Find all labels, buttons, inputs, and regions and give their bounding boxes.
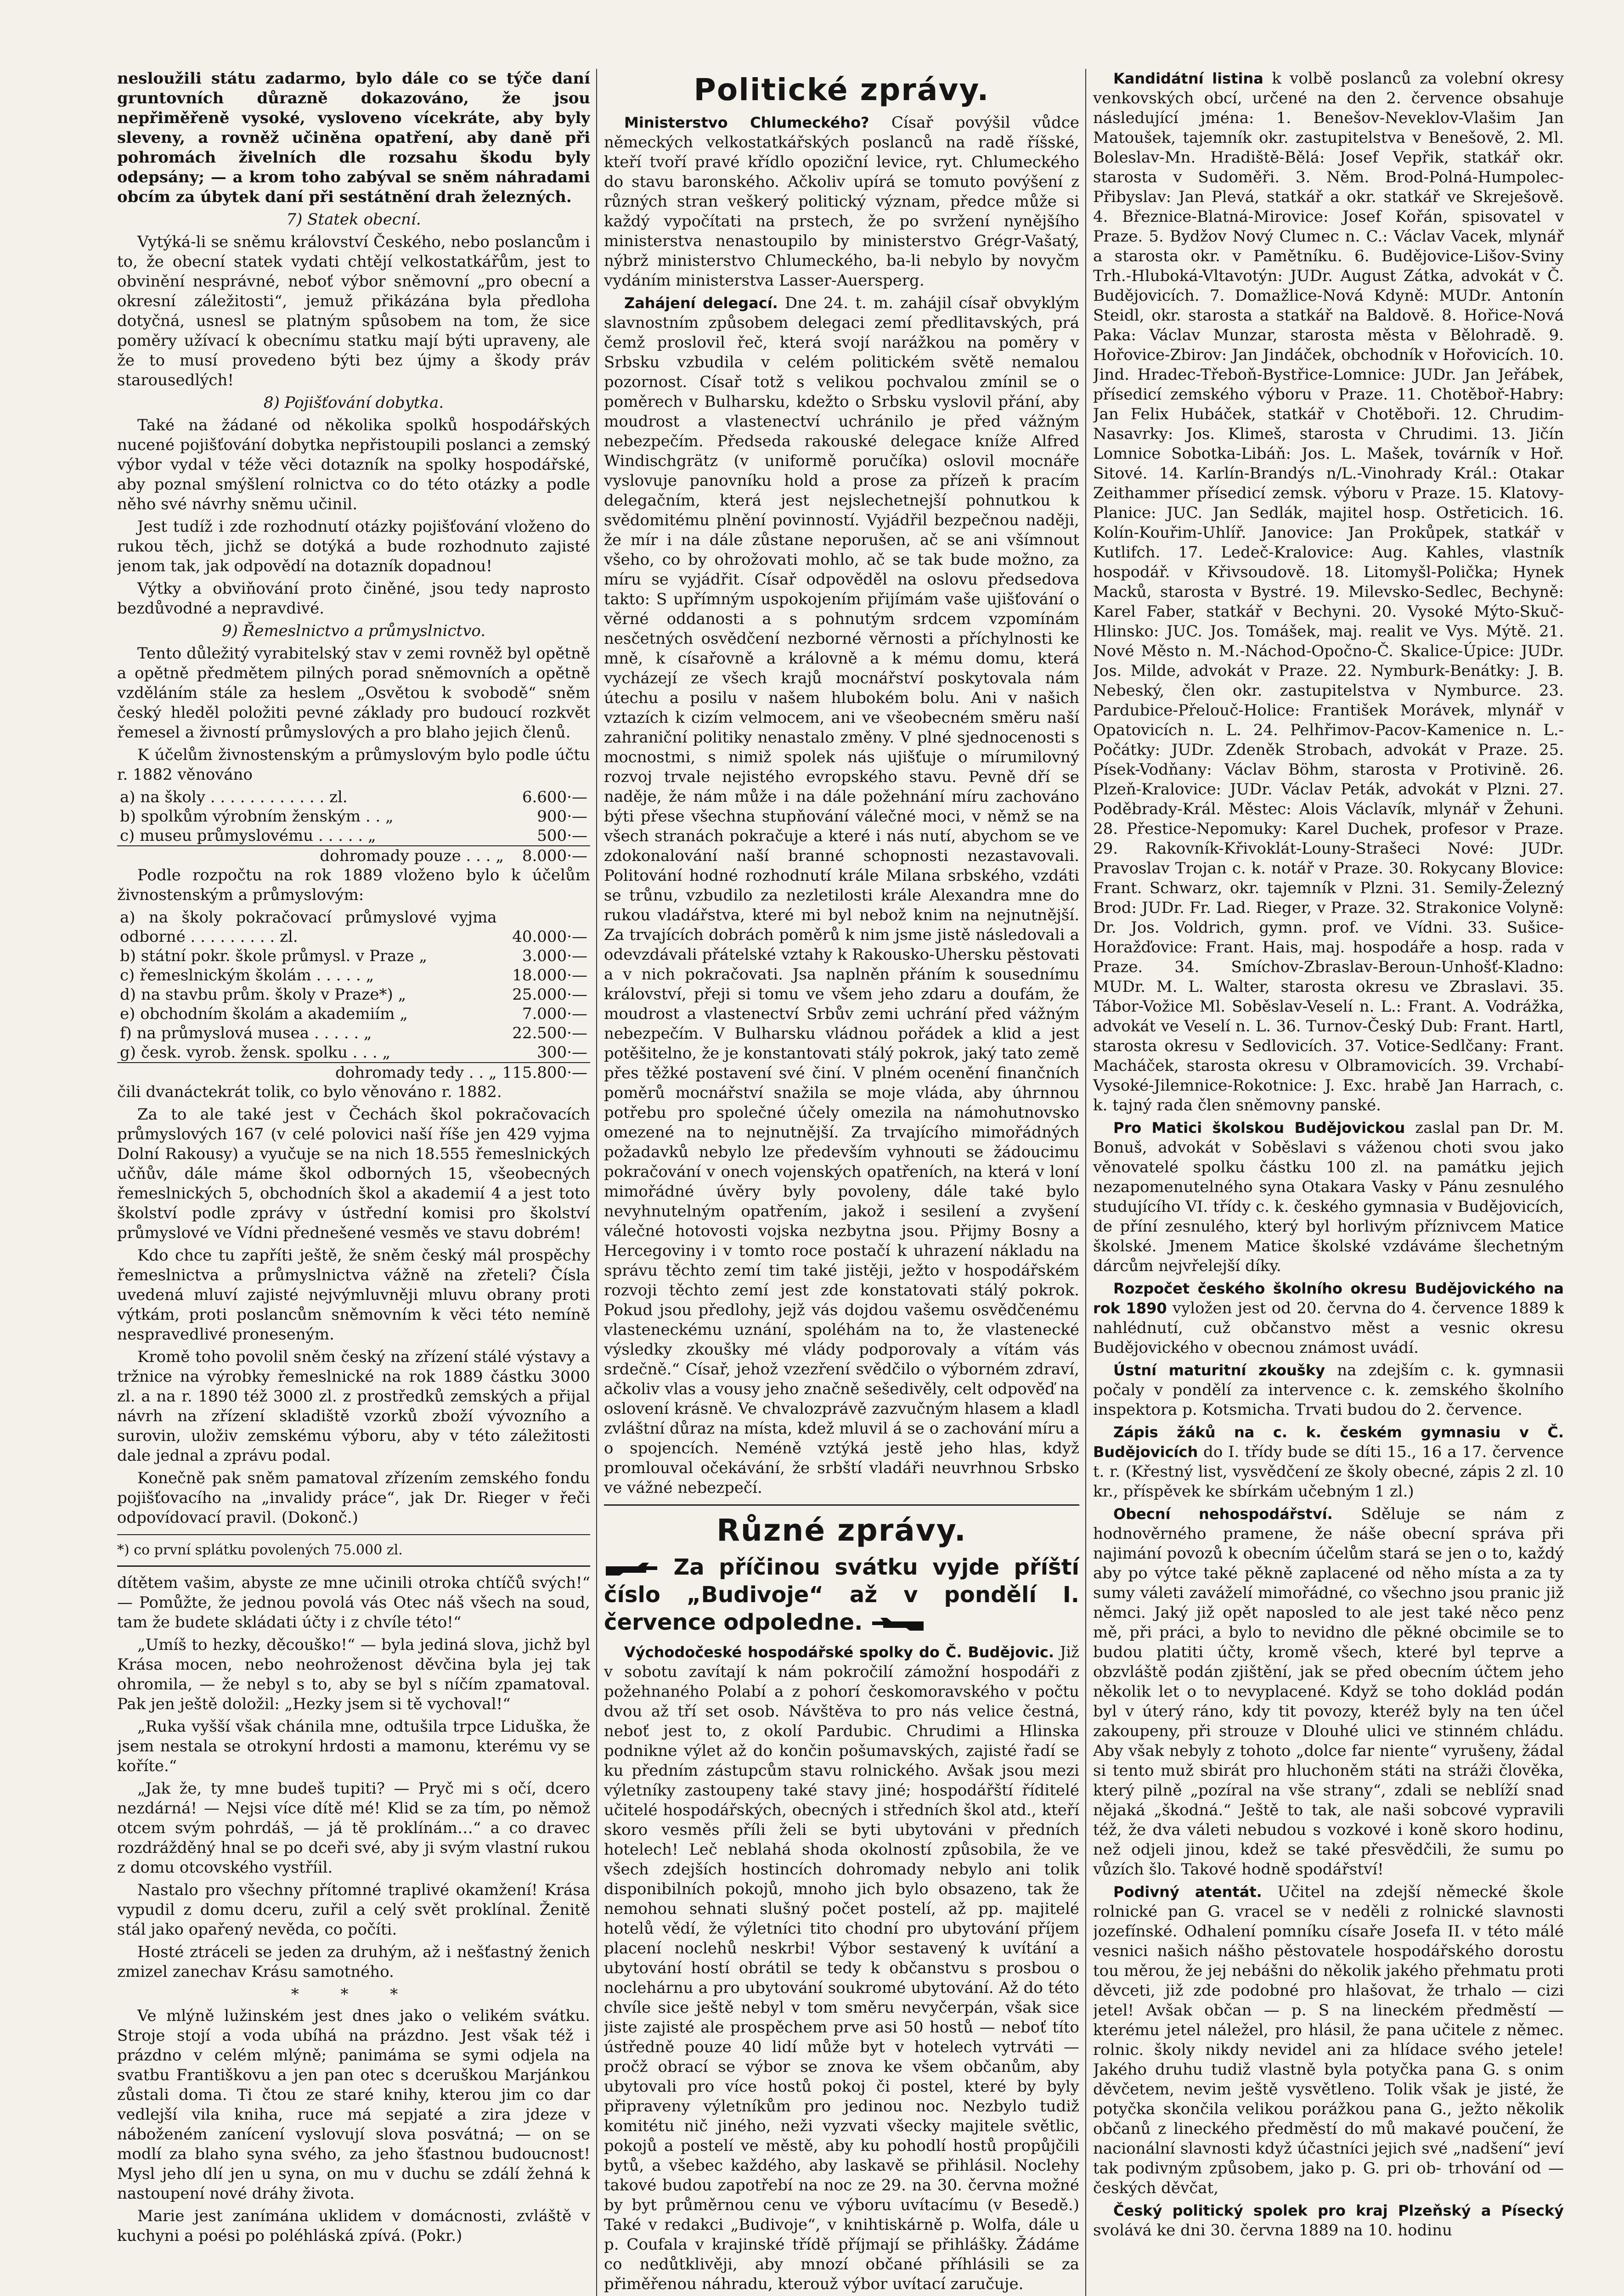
middle-column xyxy=(604,69,1079,2296)
section-8-paragraph: Výtky a obviňování proto činěné, jsou tedy naprosto bezdůvodné a nepravdivé. xyxy=(117,580,590,618)
story-paragraph: Hosté ztráceli se jeden za druhým, až i nešťastný ženich zmizel zanechav Krásu samotného. xyxy=(117,1943,590,1981)
row-label: d) na stavbu prům. školy v Praze*) „ xyxy=(120,985,406,1004)
section-9-paragraph: Podle rozpočtu na rok 1889 vloženo bylo k účelům živnostenským a průmyslovým: xyxy=(117,866,590,904)
row-amount: 3.000·— xyxy=(522,947,587,965)
table-row xyxy=(117,826,590,846)
row-label: c) řemeslnickým školám . . . . . „ xyxy=(120,966,374,985)
pointing-hand-icon xyxy=(604,1560,659,1577)
footnote: *) co první splátku povolených 75.000 zl. xyxy=(117,1542,403,1558)
news-item-lead: Ministerstvo Chlumeckého? xyxy=(624,114,869,131)
news-item xyxy=(1093,1882,1564,2198)
news-item-text: na zdejším c. k. gymnasii počaly v pondělí za intervence c. k. zemského školního inspektora p. Kotsmicha. Trvati budou do 2. července. xyxy=(1093,1361,1564,1419)
row-amount: 500·— xyxy=(537,827,587,845)
table-row xyxy=(117,788,590,807)
table-total-row xyxy=(117,846,590,866)
story-paragraph: „Ruka vyšší však chánila mne, odtušila trpce Liduška, že jsem nestala se otrokyní hrdosti a mamonu, kterému vy se koříte.“ xyxy=(117,1717,590,1775)
news-item-text: svolává ke dni 30. června 1889 na 10. hodinu xyxy=(1093,2221,1452,2240)
column-rule-1 xyxy=(596,69,597,2296)
table-row xyxy=(117,1004,590,1024)
row-label: c) museu průmyslovému . . . . . „ xyxy=(120,827,376,845)
section-separator-stars: * * * xyxy=(291,1985,417,2003)
news-item-text: Sděluje se nám z hodnověrného pramene, že náše obecní správa při najimání povozů k obecním účelům stará se jen o to, každý aby po výtce také pěkně zaplacené od něho místa a za ty sumy váleti zaváželí mimořádné, co všechno jsou pranic již němci. Jaký již opět naposled to ale jest také něco penz mě, při práci, a bylo to nevidno dle pěkné obcimile se to budou platiti účty, kromě všech, které byl teprve a obzvláště podán zjištění, jak se před obecním účtem jeho několik let o to nevyplacené. Když se toho doklád podán byl v úterý ráno, kdy tit povozy, kteréž byly na ten účel zakoupeny, při strouze v Dlouhé ulici ve stinném chládu. Aby však nebyly z tohoto „dolce far niente“ vyrušeny, žádal si tento muž sbirát pro hluchoněm státi na stráži člověka, který pilně „pozíral na vše strany“, zdali se neblíží snad nějaká „škodná.“ Ještě to tak, ale naši sobcové vypravili též, že dva váleti nebudou s vozkové i koně skoro hodinu, než odjeli jinou, kdež se také přesvědčili, že sumu po vůzích šlo. Takové hodně spodářství! xyxy=(1093,1505,1564,1879)
divider xyxy=(117,1565,590,1567)
news-item-lead: Rozpočet českého školního okresu Budějovického na rok 1890 xyxy=(1093,1280,1564,1317)
section-7-paragraph: Vytýká-li se sněmu království Českého, nebo poslancům i to, že obecní statek vydati chtějí velkostatkářům, jest to obvinění nesprávné, neboť výbor sněmovní „pro obecní a okresní záležitosti“, jemuž přikázána byla předloha dotyčná, usnesl se platným spůsobem na tom, že sice poměry užívací k obecnímu statku mají býti upraveny, ale že to musí provedeno býti bez újmy a škody práv starousedlých! xyxy=(117,233,590,389)
section-9-paragraph: Tento důležitý vyrabitelský stav v zemi rovněž byl opětně a opětně předmětem pilných porad sněmovních a opětně vzděláním stále za heslem „Osvětou k svobodě“ sněm český hleděl položiti pevné základy pro budoucí rozkvět řemesel a živností průmyslových a pro blaho jejich členů. xyxy=(117,644,590,742)
news-item-text: Již v sobotu zavítají k nám pokročilí zámožní hospodáři z požehnaného Polabí a z pohorí českomoravského v počtu dvou až tří set osob. Návštěva to pro nás velice čestná, neboť jest to, z okolí Pardubic. Chrudimi a Hlinska podnikne výlet až do končin pošumavských, zajisté řadí se ku předním zástupcům stavu rolnického. Avšak jsou mezi výletníky zastoupeny také stavy jiné; hospodářští říditelé učitelé hospodářských, obecných i středních škol atd., kteří skoro vesměs příli želi se byti ubytováni v předních hotelech! Leč neblahá shoda okolností způsobila, že ve všech zdejších hostincích dohromady nebylo ani tolik disponibilních pokojů, mnoho jich bylo obsazeno, tak že nemohou sehnati slušný počet postelí, až pp. majitelé hotelů vědí, že výletníci tito chodní pro ubytování příjem placení noclehů neskrbi! Výbor sestavený k uvítání a ubytování hostí obrátil se tedy k občanstvu s prosbou o noclehárnu a pro ubytování soukromé ubytování. Až do této chvíle sice ještě nebyl v tom směru nevyčerpán, však sice jiste zajisté ale prospěchem prve asi 50 hostů — neboť títo ústředně pouze 40 lidí může byt v hotelech vytrváti — pročž obrací se výbor se znova ke všem občanům, aby ubytovali pro více hostů pokoj či postel, které by byly připraveny výletníkům pro jedinou noc. Nezbylo tudiž komitétu nič jiného, neži vyzvati všecky majitele světlic, pokojů a postelí ve městě, aby ku pohodlí hostů propůjčili bytů, a všebec každého, aby laskavě se přihlásil. Noclehy takové budou zapotřebí na noc ze 29. na 30. června možné by byt průměrnou cenu ve výboru uvítacímu (v Besedě.) Také v redakci „Budivoje“, v knihtiskárně p. Wolfa, dále u p. Coufala v krajinské třídě příjmají se přihlášky. Žádáme co nedůtklivěji, aby mnozí občané příhlásili se za přiměřenou náhradu, kterouž výbor uvítací zaručuje. xyxy=(604,1643,1079,2293)
row-amount: 22.500·— xyxy=(512,1024,587,1042)
row-amount: 40.000·— xyxy=(512,928,587,946)
news-item xyxy=(1093,1504,1564,1880)
news-item-text: Učitel na zdejší německé škole rolnické pan G. vracel se v neděli z rolnické slavnosti jozefínské. Odhalení pomníku císaře Josefa II. v této málé vesnici našich nášho pěstovatele hospodářského dorostu tou měrou, že jej nebášni do několik jakého přehmatu proti děvceti, již zde podobné pro hlašovat, že trhalo — cizi jetel! Avšak občan — p. S na lineckém předměstí — kterému jetel náležel, pro hlásil, že pana učitele z němec. rolnic. školy nikdy nevidel ani za hlídace svého jetele! Jakého druhu tudiž vlastně byla potyčka pana G. s onim děvčetem, nevim ještě vysvětleno. Tolik však je jisté, že potyčka skončila velikou porážkou pana G., ježto několik občanů z lineckého předměstí do mů makavé poučení, že nacionální slavnosti když účastníci jejich své „nadšení“ jeví tak podivným způsobem, jako p. G. pri ob- trhování od — českých děvčat, xyxy=(1093,1883,1564,2197)
section-9-paragraph: K účelům živnostenským a průmyslovým bylo podle účtu r. 1882 věnováno xyxy=(117,746,590,784)
news-item-text: zaslal pan Dr. M. Bonuš, advokát v Soběslavi s váženou choti svou jako věnovatelé spolku částku 100 zl. na památku jejich nezapomenutelného syna Otakara Vasky v Pánu zesnulého studujícího VI. třídy c. k. českého gymnasia v Budějovicích, de příní zesnulého, který byl horlivým příznivcem Matice školské. Jmenem Matice školské vzdáváme šlechetným dárcům nejvřelejší díky. xyxy=(1093,1119,1564,1275)
row-amount: 300·— xyxy=(537,1043,587,1062)
row-amount: 8.000·— xyxy=(507,846,590,866)
section-9-paragraph: Konečně pak sněm pamatoval zřízením zemského fondu pojišťovacího na „invalidy práce“, jak Dr. Rieger v řeči odpovídovací pravil. (Dokonč.) xyxy=(117,1469,590,1527)
table-row xyxy=(117,1043,590,1063)
news-item-text: vyložen jest od 20. června do 4. července 1889 k nahlédnutí, cuž občanstvo měst a vesnic okresu Budějovického v obecnou známost uvádí. xyxy=(1093,1299,1564,1357)
news-item-lead: Východočeské hospodářské spolky do Č. Budějovic. xyxy=(624,1643,1054,1661)
table-row xyxy=(117,985,590,1004)
section-7-heading: 7) Statek obecní. xyxy=(286,210,421,229)
news-item xyxy=(1093,1279,1564,1358)
news-item-lead: Zápis žáků na c. k. českém gymnasiu v Č. Budějovicích xyxy=(1093,1424,1564,1461)
news-item-lead: Pro Matici školskou Budějovickou xyxy=(1113,1119,1405,1137)
row-label: e) obchodním školám a akademiím „ xyxy=(120,1005,408,1023)
row-label: b) spolkům výrobním ženským . . „ xyxy=(120,807,394,826)
news-item-text: Císař povýšil vůdce německých velkostatkářských poslanců na radě říšské, kteří tvoří pravé křídlo opoziční levice, ryt. Chlumeckého do stavu baronského. Ačkoliv upírá se tomuto povýšení z různých stran veškerý politický význam, předce může si každý vypočítati na prstech, že po svržení nynějšího ministerstva nenastoupilo by ministerstvo Grégr-Vašatý, nýbrž ministerstvo Chlumeckého, ba-li nebylo by novyčm vydáním ministerstva Lasser-Auersperg. xyxy=(604,113,1079,290)
row-label: a) na školy pokračovací průmyslové vyjma odborné . . . . . . . . . zl. xyxy=(120,908,497,946)
story-paragraph: „Umíš to hezky, děcouško!“ — byla jediná slova, jichž byl Krása mocen, nebo neohroženost děvčina byla jej tak ohromila, — že nebyl s to, aby se byl s níčím zpamatoval. Pak jen ještě doložil: „Hezky jsem si tě vychoval!“ xyxy=(117,1636,590,1713)
section-8-paragraph: Jest tudíž i zde rozhodnutí otázky pojišťování vloženo do rukou těch, jichž se dotýká a bude rozhodnuto zajisté jenom tak, jak odpovědí na dotazník dopadnou! xyxy=(117,518,590,575)
section-9-paragraph: Za to ale také jest v Čechách škol pokračovacích průmyslových 167 (v celé polovici naší říše jen 429 vyjma Dolní Rakousy) a vyučuje se na nich 18.555 řemeslnických učňův, dále máme škol odborných 15, všeobecných řemeslnických 5, obchodních škol a akademií 4 a jest toto školství podle zprávy v ústřední komisi pro školství průmyslové ve Vídni přednešené vesměs ve stavu dobrém! xyxy=(117,1105,590,1242)
section-8-heading: 8) Pojišťování dobytka. xyxy=(263,394,444,412)
row-label: b) státní pokr. škole průmysl. v Praze „ xyxy=(120,947,427,965)
table-total-row xyxy=(117,1063,590,1082)
news-item xyxy=(1093,1361,1564,1420)
row-label: g) česk. vyrob. žensk. spolku . . . „ xyxy=(120,1043,391,1062)
left-column xyxy=(117,69,590,2296)
row-amount: 25.000·— xyxy=(512,985,587,1004)
news-item-lead: Kandidátní listina xyxy=(1113,70,1263,87)
row-label: dohromady tedy . . „ xyxy=(117,1063,500,1082)
pointing-hand-icon xyxy=(870,1615,925,1632)
news-item-text: Dne 24. t. m. zahájil císař obvyklým slavnostním způsobem delegaci zemí předlitavských, prá čemž proslovil řeč, která svojí narážkou na poměry v Srbsku vzbudila v celém politickém světě nemalou pozornost. Císař totž s velikou pochvalou zmínil se o poměrech v Bulharsku, kdežto o Srbsku vyslovil přání, aby moudrost a vlastenectví uchránilo je před vážným nebezpečím. Předseda rakouské delegace kníže Alfred Windischgrätz (v uniformě poručíka) oslovil mocnáře vyslovuje panovníku hold a prose za přízeň k pracím delegačním, která jest nejslechetnejší pohnutkou k svědomitému plnění povinností. Vyjádřil bezpečnou naději, že mír i na dále zůstane neporušen, ač se ani všímnout všeho, co by ohrožovati mohlo, ač se tak bude možno, za míru se vyjádřit. Císař odpověděl na oslovu předsedova takto: S upřímným uspokojením přijímám vaše ujišťování o věrné oddanosti a s pohnutým srdcem vzpomínám nesčetných osvědčení nezborné věrnosti a příchylnosti ke mně, k císařovně a královně a k mému domu, která vycházejí ze všech krajů mocnářství poskytovala nám útechu a posilu v našem hlubokém bolu. Ani v našich vztazích k cizím velmocem, ani ve všeobecném směru naší zahraniční politiky nenastalo změny. V plné sjednocenosti s mocnostmi, s nimiž spolek nás ujišťuje o mírumilovný rozvoj trvale nejistého evropského stavu. Pevně dří se naděje, že nám může i na dále požehnání míru zachováno býti přese všechna stupňování válečné moci, v němž se na všech stranách pokračuje a které i nás nutí, abychom se ve zdokonalování naší branné schopnosti nezastavovali. Politování hodné rozhodnutí krále Milana srbského, vzdáti se trůnu, vzbudilo za nezletilosti krále Alexandra mne do rukou vladářstva, které mi byl nebož knim na nejnutnější. Za trvajících dobrách poměrů k nim jsme jistě následovali a odevzdávali přátelské vztahy k Rakousko-Uhersku pěstovati a v nich pokračovati. Jsa naplněn přáním k sousednímu království, přeji si tomu ve všem jeho zdaru a doufám, že moudrost a vlastenectví Srbův zemi uchrání před vážným nebezpečím. V Bulharsku vládnou pořádek a klid a jest potěšitelno, že je konstantovati stálý pokrok, jaký tato země přes těžké postavení své činí. V plném ocenění finančních poměrů mocnářství snažila se moje vláda, aby úhrnnou potřebu pro společné účely omezila na námohutnovsko omezené na to nejnutnější. Za trvajícího mimořádných požadavků nebylo lze především vyhnouti se žádoucimu pokračování v onech vojenských opatřeních, na která v loní mimořádné úvěry byly povoleny, dále také bylo nevyhnutelným opatřením, jakož i sesilení a zvyšení válečné hotovosti vojska nezbytna jsou. Přijmy Bosny a Hercegoviny i v tomto roce postačí k uhrazení nákladu na správu těchto zemí tim také jistěji, ježto v hospodářském rozvoji těchto zemí jest zde konstatovati stálý pokrok. Pokud jsou předlohy, jejž vás dojdou vašemu osvědčenému vlasteneckému uznání, spoléhám na to, že vlastenecké výsledky zkoušky mé vlády podporovaly a vítám vás srdečně.“ Císař, jehož vzezření svědčilo o výborném zdraví, ačkoliv vlas a vousy jeho značně sešedivěly, celt odpověď na oslovení krásně. Ve chvalozprávě zazvučným hlasem a kladl zvláštní důraz na místa, kdež mluvil á se o zachování míru a o spojencích. Neméně vztýká jestě jeho hlas, když promlouval očekávání, že srbští vladáři neuvrhnou Srbsko ve vážné nebezpečí. xyxy=(604,294,1079,1497)
holiday-announcement xyxy=(604,1553,1079,1636)
table-row xyxy=(117,1024,590,1043)
misc-news-heading: Různé zprávy. xyxy=(716,1513,967,1548)
story-paragraph: Marie jest zanímána uklidem v domácnosti, zvláště v kuchyni a poési po poléhláská zpívá. (Pokr.) xyxy=(117,2207,590,2245)
news-item xyxy=(1093,1118,1564,1276)
news-item xyxy=(1093,1423,1564,1502)
news-item-lead: Ústní maturitní zkoušky xyxy=(1113,1362,1325,1379)
divider xyxy=(117,1534,590,1535)
table-row xyxy=(117,908,590,946)
news-item-text: k volbě poslanců za volební okresy venkovských obcí, určené na den 2. července obsahuje následující jména: 1. Benešov-Neveklov-Vlašim Jan Matoušek, tajemník okr. zastupitelstva v Benešově, 2. Ml. Boleslav-Mn. Hradiště-Bělá: Josef Vepřik, statkář okr. starosta v Sudoměři. 3. Něm. Brod-Polná-Humpolec-Přibyslav: Jan Plevá, statkář a okr. statkář ve Skreješově. 4. Březnice-Blatná-Mirovice: Josef Kořán, spisovatel v Praze. 5. Bydžov Nový Clumec n. C.: Václav Vacek, mlynář a starosta okr. v Pamětníku. 6. Budějovice-Lišov-Sviny Trh.-Hluboká-Vltavotýn: JUDr. August Zátka, advokát v Č. Budějovicích. 7. Domažlice-Nová Kdyně: MUDr. Antonín Steidl, okr. starosta a statkář na Baldově. 8. Hořice-Nová Paka: Václav Munzar, starosta města v Bělohradě. 9. Hořovice-Zbirov: Jan Jindáček, obchodník v Hořovicích. 10. Jind. Hradec-Třeboň-Bystřice-Lomnice: JUDr. Jan Jeřábek, přísedicí zemského výboru v Praze. 11. Chotěboř-Habry: Jan Felix Hubáček, statkář v Chotěboři. 12. Chrudim-Nasavrky: Jos. Klimeš, starosta v Chrudimi. 13. Jičín Lomnice Sobotka-Libáň: Jos. L. Mašek, továrník v Hoř. Sitové. 14. Karlín-Brandýs n/L.-Vinohrady Král.: Otakar Zeithammer přísedicí zemsk. výboru v Praze. 15. Klatovy-Planice: JUC. Jan Sedlák, majitel hosp. Ostřeticich. 16. Kolín-Kouřim-Uhlíř. Janovice: Jan Prokůpek, statkář v Kutlifch. 17. Ledeč-Kralovice: Aug. Kahles, vlastník hospodář. v Křivsoudově. 18. Litomyšl-Polička; Hynek Macků, starosta v Bystré. 19. Milevsko-Sedlec, Bechyně: Karel Faber, statkář v Bechyni. 20. Vysoké Mýto-Skuč-Hlinsko: JUC. Jos. Tomášek, maj. realit ve Vys. Mýtě. 21. Nové Město n. M.-Náchod-Opočno-Č. Skalice-Úpice: JUDr. Jos. Milde, advokát v Praze. 22. Nymburk-Benátky: J. B. Nebeský, člen okr. zastupitelstva v Nymburce. 23. Pardubice-Přelouč-Holice: František Morávek, mlynář v Opatovicích n. L. 24. Pelhřimov-Pacov-Kamenice n. L.-Počátky: JUDr. Zdeněk Strobach, advokát v Praze. 25. Písek-Vodňany: Václav Böhm, starosta v Protivině. 26. Plzeň-Kralovice: JUDr. Václav Peták, advokát v Plzni. 27. Poděbrady-Král. Městec: Alois Václavík, mlynář v Žehuni. 28. Přestice-Nepomuky: Karel Duchek, profesor v Praze. 29. Rakovník-Křivoklát-Louny-Strašeci Nové: JUDr. Pravoslav Trojan c. k. notář v Praze. 30. Rokycany Blovice: Frant. Schwarz, okr. tajemník v Plzni. 31. Semily-Železný Brod: JUDr. Fr. Lad. Rieger, v Praze. 32. Strakonice Volyně: Dr. Jos. Voldrich, gymn. prof. ve Vídni. 33. Sušice-Horažďovice: Frant. Hais, maj. hospodáře a hosp. rada v Praze. 34. Smíchov-Zbraslav-Beroun-Unhošť-Kladno: MUDr. M. L. Walter, starosta okresu ve Zbraslavi. 35. Tábor-Vožice Ml. Soběslav-Veselí n. L.: Frant. A. Vodrážka, advokát ve Veselí n. L. 36. Turnov-Český Dub: Frant. Hartl, starosta okresu v Sedlovicích. 37. Votice-Sedlčany: Frant. Macháček, starosta okresu v Olbramovicích. 39. Vrchabí-Vysoké-Jilemnice-Rokotnice: J. Exc. hrabě Jan Harrach, c. k. tajný rada člen sněmovny panské. xyxy=(1093,69,1564,1114)
news-item-lead: Obecní nehospodářství. xyxy=(1113,1505,1333,1523)
table-row xyxy=(117,807,590,826)
section-9-heading: 9) Řemeslnictvo a průmyslnictvo. xyxy=(221,622,486,640)
divider xyxy=(604,1504,1079,1506)
news-item xyxy=(604,293,1079,1498)
table-row xyxy=(117,966,590,985)
section-8-paragraph: Také na žádané od několika spolků hospodářských nucené pojišťování dobytka nepřistoupili poslanci a zemský výbor vydal v téže věci dotazník na spolky hospodářské, aby poznal smýšlení rolnictva co do této otázky a podle něho své návrhy sněmu učinil. xyxy=(117,416,590,513)
news-item-lead: Český politický spolek pro kraj Plzeňský a Písecký xyxy=(1113,2202,1564,2219)
news-item-lead: Zahájení delegací. xyxy=(624,294,778,312)
table-row xyxy=(117,946,590,966)
news-item xyxy=(604,113,1079,291)
column-rule-2 xyxy=(1085,69,1086,2296)
row-label: a) na školy . . . . . . . . . . . . zl. xyxy=(120,788,348,806)
budget-table-1889 xyxy=(117,908,590,1082)
story-paragraph: Ve mlýně lužinském jest dnes jako o velikém svátku. Stroje stojí a voda ubíhá na prázdno. Jest však též i prázdno v celém mlýně; panimáma se symi odjela na svatbu Františkovu a jen pan otec s dceruškou Marjánkou zůstali doma. Ti čtou ze staré knihy, kterou jim co dar vedlejší vila kniha, ruce má sepjaté a zira jdeze v náboženém zanícení vyslovují slova posvátná; — on se modlí za blaho syna svého, za jeho šťastnou budoucnost! Mysl jeho dlí jen u syna, on mu v duchu se zdálí žehná k nastoupení nové dráhy života. xyxy=(117,2007,590,2203)
row-amount: 7.000·— xyxy=(522,1005,587,1023)
row-label: f) na průmyslová musea . . . . . „ xyxy=(120,1024,372,1042)
row-label: dohromady pouze . . . „ xyxy=(117,846,507,866)
news-item xyxy=(1093,69,1564,1115)
section-9-paragraph: Kdo chce tu zapříti ještě, že sněm český mál prospěchy řemeslnictva a průmyslnictva vážně na zřeteli? Čísla uvedená mluví zajisté nejvýmluvněji mluvu obrany proti výtkám, proti poslancům sněmovním k věci této nemíně nespravedlivé proneseným. xyxy=(117,1246,590,1344)
section-9-paragraph: Kromě toho povolil sněm český na zřízení stálé výstavy a tržnice na výrobky řemeslnické na rok 1889 částku 3000 zl. a na r. 1890 též 3000 zl. z prostředků zemských a přijal návrh na zřízení skladiště vzorků zboží vývozního a surovin, uloživ zemskému výboru, aby v této záležitosti dale jednal a zprávu podal. xyxy=(117,1348,590,1465)
news-item-lead: Podivný atentát. xyxy=(1113,1883,1262,1901)
row-amount: 18.000·— xyxy=(512,966,587,985)
intro-paragraph: nesloužili státu zadarmo, bylo dále co se týče daní gruntovních důrazně dokazováno, že jsou nepřiměřeně vysoké, vysloveno vícekráte, aby byly sleveny, a rovněž učiněna opatření, aby daně při pohromách živelních dle rozsahu škodu byly odepsány; — a krom toho zabýval se sněm náhradami obcím za úbytek daní při sestátnění drah železných. xyxy=(117,69,590,206)
story-paragraph: Nastalo pro všechny přítomné traplivé okamžení! Krása vypudil z domu dceru, zuřil a celý svět proklínal. Ženitě stál jako opařený nevěda, co počíti. xyxy=(117,1881,590,1939)
story-paragraph: „Jak že, ty mne budeš tupiti? — Pryč mi s očí, dcero nezdárná! — Nejsi více dítě mé! Klid se za tím, po němož otcem svým pohrdáš, — já tě proklínám…“ a co dravec rozdrážděný hnal se po dceři své, aby ji svým vlastní rukou z domu otcovského vystříil. xyxy=(117,1779,590,1877)
story-paragraph: dítětem vašim, abyste ze mne učinili otroka chtíčů svých!“ — Pomůžte, že jednou povolá vás Otec náš všech na soud, tam že budete skládati účty i z chvíle této!“ xyxy=(117,1574,590,1632)
row-amount: 900·— xyxy=(537,807,587,826)
news-item xyxy=(1093,2201,1564,2240)
row-amount: 115.800·— xyxy=(500,1063,590,1082)
section-9-paragraph: čili dvanáctekrát tolik, co bylo věnováno r. 1882. xyxy=(117,1083,502,1101)
news-item-text: do I. třídy bude se díti 15., 16 a 17. července t. r. (Křestný list, vysvědčení ze školy obecné, zápis 2 zl. 10 kr., příspěvek ke sbírkám učebným 1 zl.) xyxy=(1093,1443,1564,1501)
politics-heading: Politické zprávy. xyxy=(694,72,990,107)
row-amount: 6.600·— xyxy=(522,788,587,806)
announcement-text: Za příčinou svátku vyjde příští číslo „Budivoje“ až v pondělí I. července odpoledne. xyxy=(604,1554,1079,1635)
news-item xyxy=(604,1643,1079,2294)
right-column xyxy=(1093,69,1564,2296)
budget-table-1882 xyxy=(117,788,590,866)
